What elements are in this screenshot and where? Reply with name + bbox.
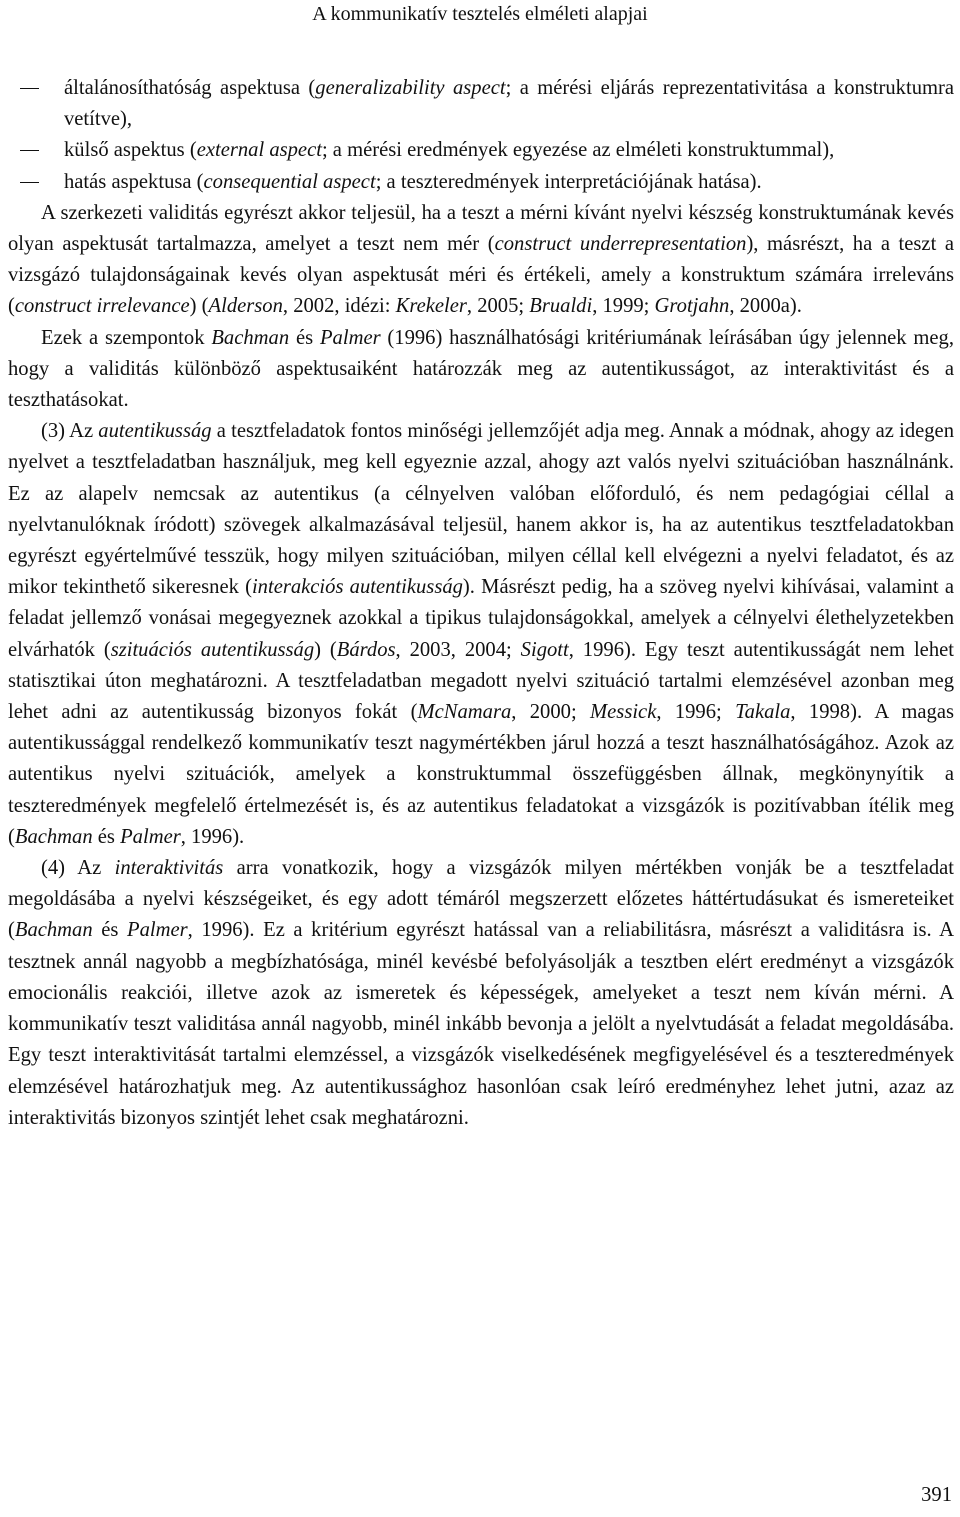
italic-run: Messick — [590, 701, 657, 724]
text-run: , 1996). Ez a kritérium egyrészt hatással van a reliabilitásra, másrészt a validitásra is. A tesztnek annál nagyobb a megbízhatósága, minél kevésbé befolyásolják a tesztben elért eredményt a vizsgázók emocionális reakciói, illetve azok az ismeretek és képességek, amelyeket a teszt nem kíván mérni. A kommunikatív teszt validitása annál nagyobb, minél inkább bevonja a jelölt a nyelvtudását a feladat megoldásába. Egy teszt interaktivitását tartalmi elemzéssel, a vizsgázók viselkedésének megfigyelésével és a teszteredmények elemzésével határozhatjuk meg. Az autentikussághoz hasonlóan csak leíró eredményhez lehet jutni, azaz az interaktivitás bizonyos szintjét lehet csak meghatározni. — [8, 919, 954, 1129]
italic-run: Takala — [735, 701, 791, 724]
italic-run: consequential aspect — [203, 170, 376, 193]
text-run: , 2000a). — [729, 295, 802, 318]
paragraph-interactivity — [8, 853, 954, 1134]
paragraph-authenticity — [8, 416, 954, 853]
italic-run: construct irrelevance — [14, 295, 190, 318]
italic-run: interaktivitás — [114, 857, 224, 880]
italic-run: generalizability aspect — [315, 77, 506, 99]
dash-bullet-icon — [20, 182, 39, 183]
text-run: arra vonatkozik, hogy a vizsgázók milyen mértékben vonják be a tesztfeladat megoldásába a nyelvi készségeiket, és egy adott témáról megszerzett előzetes háttértudásukat és ismereteiket ( — [8, 857, 955, 942]
italic-run: Palmer — [120, 825, 181, 848]
italic-run: szituációs autentikusság — [110, 638, 315, 661]
text-run: ; a mérési eredmények egyezése az elméleti konstruktummal), — [321, 139, 835, 162]
text-run: hatás aspektusa ( — [64, 170, 204, 193]
text-run: és — [289, 326, 320, 349]
running-header: A kommunikatív tesztelés elméleti alapjai — [312, 3, 648, 25]
text-run: ). Másrészt pedig, ha a szöveg nyelvi kihívásai, valamint a feladat jellemző vonásai megegyeznek azokkal a tipikus tulajdonságokkal, amelyek a célnyelvi élethelyzetekben elvárhatók ( — [8, 576, 954, 661]
italic-run: Grotjahn — [654, 295, 730, 318]
text-run: (3) Az — [41, 420, 99, 443]
text-run: , 2005; — [466, 295, 530, 318]
list-item — [8, 73, 954, 135]
text-run: általánosíthatóság aspektusa ( — [64, 77, 316, 99]
text-run: ), másrészt, ha a teszt a vizsgázó tulajdonságainak kevés olyan aspektusát méri és értékeli, amely a konstruktum számára irreleváns ( — [8, 233, 955, 318]
italic-run: Palmer — [126, 919, 188, 942]
paragraph-construct-validity — [8, 198, 954, 323]
text-run: , 1996). — [180, 825, 245, 848]
page-body — [8, 73, 954, 1134]
italic-run: autentikusság — [98, 420, 212, 443]
italic-run: Sigott — [520, 638, 569, 661]
list-item — [8, 167, 954, 198]
text-run: és — [92, 825, 121, 848]
text-run: Ezek a szempontok — [41, 326, 212, 349]
italic-run: construct underrepresentation — [494, 233, 747, 256]
text-run: , 1996; — [656, 701, 736, 724]
text-run: A szerkezeti validitás egyrészt akkor teljesül, ha a teszt a mérni kívánt nyelvi készség konstruktumának kevés olyan aspektusát tartalmazza, amelyet a teszt nem mér ( — [8, 201, 954, 256]
paragraph-usefulness-criteria — [8, 323, 954, 417]
text-run: , 1996). Egy teszt autentikusságát nem lehet statisztikai úton meghatározni. A tesztfeladatban megadott nyelvi szituáció tartalmi elemzésével azonban meg lehet adni az autentikusság bizonyos fokát ( — [8, 638, 954, 724]
text-run: ; a teszteredmények interpretációjának hatása). — [375, 170, 762, 193]
text-run: a tesztfeladatok fontos minőségi jellemzőjét adja meg. Annak a módnak, ahogy az idegen nyelvet a tesztfeladatban használjuk, meg kell egyeznie azzal, ahogy azt valós nyelvi szituációban használnánk. Ez az alapelv nemcsak az autentikus (a célnyelven valóban előforduló, és nem pedagógiai céllal a nyelvtanulóknak íródott) szövegek alkalmazásával teljesül, hanem akkor is, ha az autentikus tesztfeladatokban egyrészt egyértelművé tesszük, hogy milyen szituációban, milyen céllal kell elvégezni a nyelvi feladatot, és az mikor tekinthető sikeresnek ( — [8, 420, 954, 599]
dash-bullet-icon — [20, 150, 39, 151]
italic-run: Bachman — [211, 326, 290, 349]
italic-run: McNamara — [417, 701, 512, 724]
text-run: (4) Az — [41, 857, 115, 880]
text-run: ) ( — [314, 638, 337, 661]
page-number: 391 — [921, 1484, 952, 1506]
text-run: , 2000; — [511, 701, 591, 724]
dash-bullet-icon — [20, 88, 39, 89]
italic-run: Bachman — [14, 919, 93, 942]
text-run: (1996) használhatósági kritériumának leírásában úgy jelennek meg, hogy a validitás különböző aspektusaiként határozzák meg az autentikusságot, az interaktivitást és a teszthatásokat. — [8, 326, 954, 412]
italic-run: interakciós autentikusság — [251, 576, 463, 599]
text-run: ) ( — [189, 295, 209, 318]
italic-run: Palmer — [319, 326, 381, 349]
text-run: , 1999; — [592, 295, 655, 318]
text-run: és — [92, 919, 127, 942]
text-run: , 2002, idézi: — [282, 295, 396, 318]
italic-run: Alderson — [208, 295, 283, 318]
text-run: , 2003, 2004; — [395, 638, 521, 661]
text-run: külső aspektus ( — [64, 139, 197, 162]
italic-run: external aspect — [196, 139, 322, 162]
text-run: ; a mérési eljárás reprezentativitása a konstruktumra vetítve), — [64, 77, 955, 131]
italic-run: Brualdi — [529, 295, 593, 318]
text-run: , 1998). A magas autentikussággal rendelkező kommunikatív teszt nagymértékben járul hozzá a teszt használhatóságához. Azok az autentikus nyelvi szituációk, amelyek a konstruktummal összefüggésben állnak, megkönynyítik a teszteredmények megfelelő értelmezését is, és az autentikus feladatokat a vizsgázók is pozitívabban ítélik meg ( — [8, 701, 955, 848]
list-item — [8, 135, 954, 166]
italic-run: Krekeler — [395, 295, 467, 318]
italic-run: Bárdos — [336, 638, 396, 661]
aspect-list — [8, 73, 954, 198]
italic-run: Bachman — [14, 825, 93, 848]
